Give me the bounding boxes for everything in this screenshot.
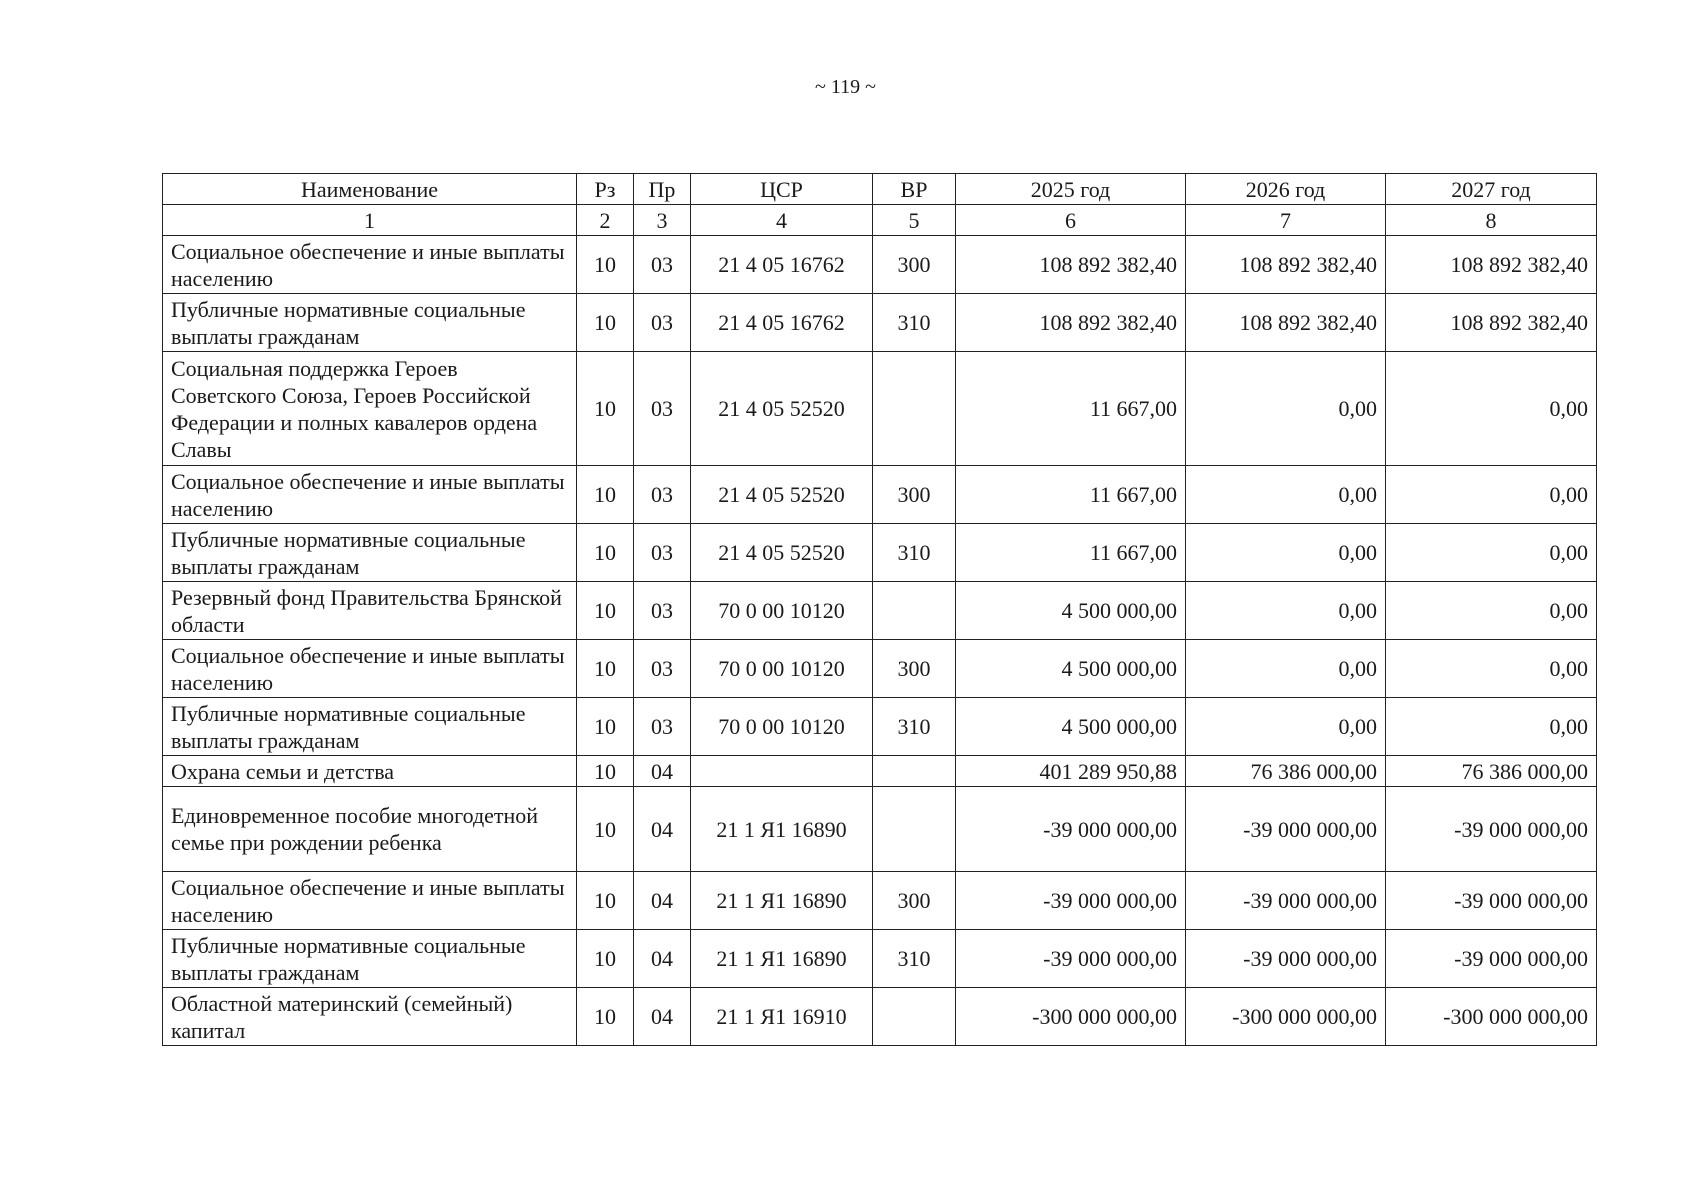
row-2027: 0,00 <box>1386 582 1597 640</box>
row-2026: 108 892 382,40 <box>1186 294 1386 352</box>
row-rz: 10 <box>577 524 634 582</box>
row-name: Социальное обеспечение и иные выплаты населению <box>163 640 577 698</box>
column-number: 8 <box>1386 205 1597 236</box>
column-number: 6 <box>956 205 1186 236</box>
row-vr <box>873 988 956 1046</box>
row-name: Социальное обеспечение и иные выплаты населению <box>163 872 577 930</box>
row-csr: 21 4 05 52520 <box>691 466 873 524</box>
row-vr <box>873 756 956 787</box>
row-rz: 10 <box>577 466 634 524</box>
row-csr: 70 0 00 10120 <box>691 582 873 640</box>
row-name: Публичные нормативные социальные выплаты гражданам <box>163 524 577 582</box>
row-2026: 0,00 <box>1186 466 1386 524</box>
row-vr: 310 <box>873 698 956 756</box>
row-2026: 108 892 382,40 <box>1186 236 1386 294</box>
row-csr: 21 1 Я1 16890 <box>691 787 873 872</box>
row-rz: 10 <box>577 698 634 756</box>
table-row <box>163 640 1597 698</box>
row-vr <box>873 787 956 872</box>
row-name: Охрана семьи и детства <box>163 756 577 787</box>
row-pr: 03 <box>634 294 691 352</box>
row-2026: 76 386 000,00 <box>1186 756 1386 787</box>
row-2025: 11 667,00 <box>956 466 1186 524</box>
row-2027: -300 000 000,00 <box>1386 988 1597 1046</box>
row-2026: -39 000 000,00 <box>1186 872 1386 930</box>
table-row <box>163 988 1597 1046</box>
table-row <box>163 930 1597 988</box>
page-number: ~ 119 ~ <box>815 76 876 98</box>
row-vr <box>873 582 956 640</box>
row-name: Социальная поддержка Героев Советского Союза, Героев Российской Федерации и полных кавалеров ордена Славы <box>163 352 577 466</box>
row-name: Публичные нормативные социальные выплаты гражданам <box>163 930 577 988</box>
row-vr: 310 <box>873 930 956 988</box>
row-2027: 0,00 <box>1386 466 1597 524</box>
row-2027: -39 000 000,00 <box>1386 872 1597 930</box>
row-name: Публичные нормативные социальные выплаты гражданам <box>163 698 577 756</box>
row-rz: 10 <box>577 756 634 787</box>
row-vr: 300 <box>873 640 956 698</box>
row-2026: -39 000 000,00 <box>1186 930 1386 988</box>
header-2027: 2027 год <box>1386 174 1597 205</box>
row-name: Социальное обеспечение и иные выплаты населению <box>163 236 577 294</box>
table-row <box>163 294 1597 352</box>
row-vr <box>873 352 956 466</box>
table-row <box>163 236 1597 294</box>
table-row <box>163 698 1597 756</box>
row-pr: 04 <box>634 930 691 988</box>
row-csr: 21 4 05 16762 <box>691 294 873 352</box>
row-2027: 0,00 <box>1386 698 1597 756</box>
table-row <box>163 582 1597 640</box>
row-vr: 300 <box>873 872 956 930</box>
row-2025: 4 500 000,00 <box>956 698 1186 756</box>
row-2025: -39 000 000,00 <box>956 787 1186 872</box>
table-row <box>163 756 1597 787</box>
row-2025: 11 667,00 <box>956 524 1186 582</box>
row-2025: 4 500 000,00 <box>956 640 1186 698</box>
row-csr: 21 1 Я1 16890 <box>691 930 873 988</box>
row-pr: 03 <box>634 466 691 524</box>
row-2027: 0,00 <box>1386 524 1597 582</box>
table-row <box>163 352 1597 466</box>
row-2026: 0,00 <box>1186 640 1386 698</box>
column-number: 7 <box>1186 205 1386 236</box>
column-number: 3 <box>634 205 691 236</box>
row-csr: 21 4 05 52520 <box>691 352 873 466</box>
row-rz: 10 <box>577 787 634 872</box>
row-2027: 108 892 382,40 <box>1386 294 1597 352</box>
row-rz: 10 <box>577 988 634 1046</box>
row-2027: -39 000 000,00 <box>1386 930 1597 988</box>
header-pr: Пр <box>634 174 691 205</box>
table-row <box>163 524 1597 582</box>
row-rz: 10 <box>577 352 634 466</box>
row-pr: 03 <box>634 524 691 582</box>
row-pr: 03 <box>634 236 691 294</box>
row-pr: 03 <box>634 352 691 466</box>
column-number: 1 <box>163 205 577 236</box>
row-pr: 03 <box>634 582 691 640</box>
column-number-row <box>163 205 1597 236</box>
header-2025: 2025 год <box>956 174 1186 205</box>
row-csr: 70 0 00 10120 <box>691 698 873 756</box>
row-name: Резервный фонд Правительства Брянской области <box>163 582 577 640</box>
row-2025: 4 500 000,00 <box>956 582 1186 640</box>
row-rz: 10 <box>577 236 634 294</box>
row-2025: -39 000 000,00 <box>956 872 1186 930</box>
column-number: 5 <box>873 205 956 236</box>
row-2025: 108 892 382,40 <box>956 236 1186 294</box>
row-rz: 10 <box>577 640 634 698</box>
table-row <box>163 872 1597 930</box>
row-name: Публичные нормативные социальные выплаты гражданам <box>163 294 577 352</box>
row-csr: 21 1 Я1 16890 <box>691 872 873 930</box>
budget-table <box>162 173 1597 1046</box>
row-2026: 0,00 <box>1186 352 1386 466</box>
column-number: 2 <box>577 205 634 236</box>
row-vr: 310 <box>873 524 956 582</box>
row-2027: 108 892 382,40 <box>1386 236 1597 294</box>
row-vr: 310 <box>873 294 956 352</box>
row-2025: -300 000 000,00 <box>956 988 1186 1046</box>
row-2026: 0,00 <box>1186 582 1386 640</box>
row-pr: 04 <box>634 756 691 787</box>
column-number: 4 <box>691 205 873 236</box>
row-2026: -300 000 000,00 <box>1186 988 1386 1046</box>
row-rz: 10 <box>577 930 634 988</box>
row-2025: -39 000 000,00 <box>956 930 1186 988</box>
row-pr: 03 <box>634 640 691 698</box>
row-2027: -39 000 000,00 <box>1386 787 1597 872</box>
row-rz: 10 <box>577 872 634 930</box>
row-pr: 03 <box>634 698 691 756</box>
row-2027: 76 386 000,00 <box>1386 756 1597 787</box>
header-rz: Рз <box>577 174 634 205</box>
row-2025: 401 289 950,88 <box>956 756 1186 787</box>
row-2027: 0,00 <box>1386 640 1597 698</box>
row-name: Областной материнский (семейный) капитал <box>163 988 577 1046</box>
row-2025: 108 892 382,40 <box>956 294 1186 352</box>
row-vr: 300 <box>873 466 956 524</box>
row-rz: 10 <box>577 294 634 352</box>
row-csr: 21 4 05 52520 <box>691 524 873 582</box>
header-vr: ВР <box>873 174 956 205</box>
row-2025: 11 667,00 <box>956 352 1186 466</box>
header-row <box>163 174 1597 205</box>
header-csr: ЦСР <box>691 174 873 205</box>
row-csr: 70 0 00 10120 <box>691 640 873 698</box>
header-name: Наименование <box>163 174 577 205</box>
row-2026: -39 000 000,00 <box>1186 787 1386 872</box>
row-name: Единовременное пособие многодетной семье при рождении ребенка <box>163 787 577 872</box>
header-2026: 2026 год <box>1186 174 1386 205</box>
row-2027: 0,00 <box>1386 352 1597 466</box>
row-csr: 21 4 05 16762 <box>691 236 873 294</box>
row-pr: 04 <box>634 787 691 872</box>
row-vr: 300 <box>873 236 956 294</box>
row-name: Социальное обеспечение и иные выплаты населению <box>163 466 577 524</box>
row-rz: 10 <box>577 582 634 640</box>
row-2026: 0,00 <box>1186 698 1386 756</box>
row-pr: 04 <box>634 872 691 930</box>
table-row <box>163 787 1597 872</box>
row-csr <box>691 756 873 787</box>
row-pr: 04 <box>634 988 691 1046</box>
row-2026: 0,00 <box>1186 524 1386 582</box>
row-csr: 21 1 Я1 16910 <box>691 988 873 1046</box>
table-row <box>163 466 1597 524</box>
